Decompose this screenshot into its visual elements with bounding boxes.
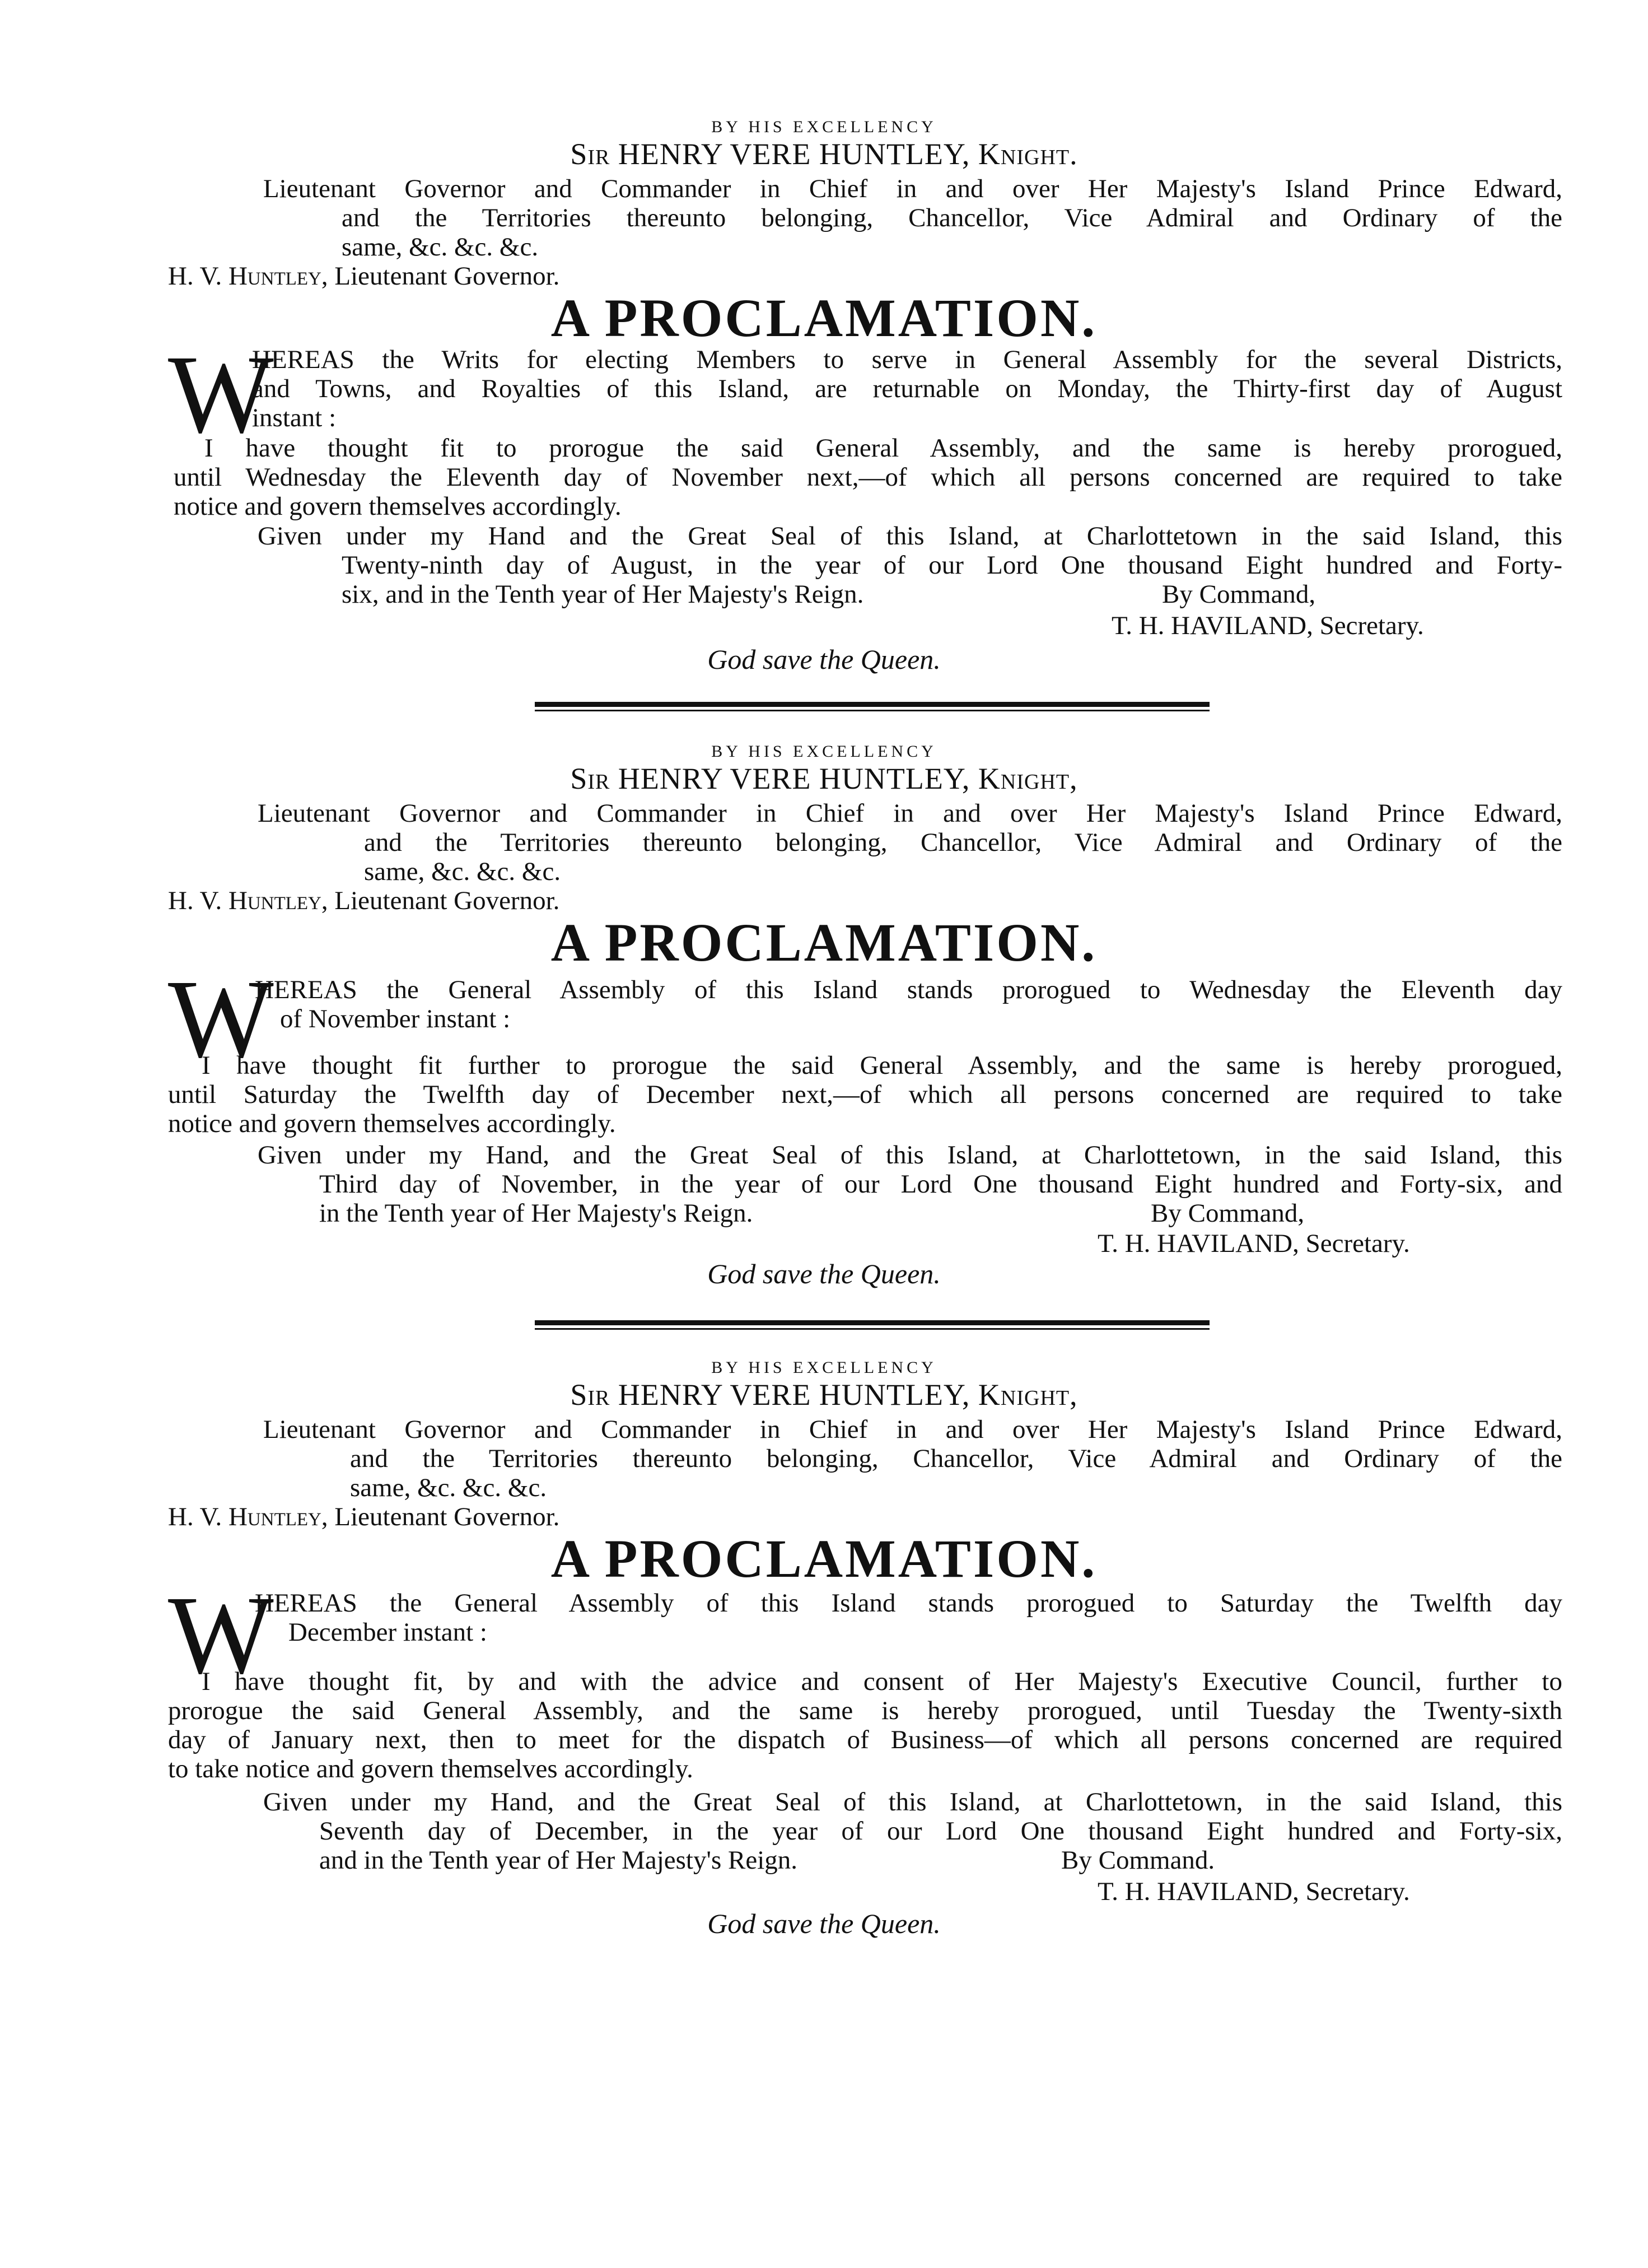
drop-cap: W xyxy=(168,957,274,1081)
by-command: By Command, xyxy=(1151,1199,1305,1228)
given-line: Given under my Hand, and the Great Seal of this Island, at Charlottetown, in the said Island, this xyxy=(263,1787,1562,1817)
god-save-the-queen: God save the Queen. xyxy=(707,1258,941,1289)
governor-initials: H. V. xyxy=(168,886,222,915)
knight-suffix: Knight, xyxy=(978,1378,1078,1412)
secretary-signature: T. H. HAVILAND, Secretary. xyxy=(1098,1229,1410,1258)
secretary-signature: T. H. HAVILAND, Secretary. xyxy=(1112,611,1424,640)
by-command: By Command. xyxy=(1061,1846,1215,1875)
governor-initials: H. V. xyxy=(168,1502,222,1531)
governor-title: Lieutenant Governor. xyxy=(334,886,560,915)
by-his-excellency: BY HIS EXCELLENCY xyxy=(711,1358,937,1377)
secretary-signature: T. H. HAVILAND, Secretary. xyxy=(1098,1877,1410,1906)
drop-cap: W xyxy=(168,1573,274,1697)
knight-prefix: Sir xyxy=(570,762,610,795)
title-line: Lieutenant Governor and Commander in Chief in and over Her Majesty's Island Prince Edward, xyxy=(263,1415,1562,1444)
title-line: same, &c. &c. &c. xyxy=(350,1473,547,1502)
governor-surname: Huntley, xyxy=(228,886,328,915)
knight-suffix: Knight, xyxy=(978,762,1078,795)
divider-thick-line xyxy=(535,702,1210,707)
divider-thin-line xyxy=(535,1328,1210,1330)
knight-suffix: Knight. xyxy=(978,137,1078,171)
prorogue-line: prorogue the said General Assembly, and the same is hereby prorogued, until Tuesday the Twenty-sixth xyxy=(168,1696,1562,1725)
title-line: and the Territories thereunto belonging, Chancellor, Vice Admiral and Ordinary of the xyxy=(350,1444,1562,1473)
knight-line xyxy=(0,761,1648,796)
prorogue-line: day of January next, then to meet for the dispatch of Business—of which all persons concerned are required xyxy=(168,1725,1562,1754)
knight-name: HENRY VERE HUNTLEY, xyxy=(618,137,970,171)
title-line: Lieutenant Governor and Commander in Chief in and over Her Majesty's Island Prince Edward, xyxy=(263,174,1562,203)
title-line: and the Territories thereunto belonging, Chancellor, Vice Admiral and Ordinary of the xyxy=(364,828,1562,857)
whereas-line: HEREAS the General Assembly of this Island stands prorogued to Saturday the Twelfth day xyxy=(255,1589,1562,1618)
governor-title: Lieutenant Governor. xyxy=(334,1502,560,1531)
knight-prefix: Sir xyxy=(570,137,610,171)
by-command: By Command, xyxy=(1162,580,1316,609)
prorogue-line: notice and govern themselves accordingly. xyxy=(174,492,622,521)
god-save-the-queen: God save the Queen. xyxy=(707,1908,941,1939)
given-line: Given under my Hand and the Great Seal of this Island, at Charlottetown in the said Island, this xyxy=(258,521,1562,551)
prorogue-line: I have thought fit further to prorogue the said General Assembly, and the same is hereby prorogued, xyxy=(202,1051,1562,1080)
governor-surname: Huntley, xyxy=(228,262,328,291)
given-line: in the Tenth year of Her Majesty's Reign. xyxy=(319,1199,753,1228)
whereas-line: and Towns, and Royalties of this Island, are returnable on Monday, the Thirty-first day of August xyxy=(252,374,1562,403)
given-line: six, and in the Tenth year of Her Majesty's Reign. xyxy=(342,580,864,609)
prorogue-line: I have thought fit, by and with the advice and consent of Her Majesty's Executive Council, further to xyxy=(202,1667,1562,1696)
prorogue-line: notice and govern themselves accordingly. xyxy=(168,1109,616,1138)
title-line: and the Territories thereunto belonging, Chancellor, Vice Admiral and Ordinary of the xyxy=(342,203,1562,232)
prorogue-line: until Saturday the Twelfth day of December next,—of which all persons concerned are required to take xyxy=(168,1080,1562,1109)
proclamation-heading: A PROCLAMATION. xyxy=(550,912,1098,972)
by-his-excellency: BY HIS EXCELLENCY xyxy=(711,742,937,761)
divider-thick-line xyxy=(535,1320,1210,1325)
divider-thin-line xyxy=(535,710,1210,711)
prorogue-line: I have thought fit to prorogue the said General Assembly, and the same is hereby prorogued, xyxy=(204,434,1562,463)
prorogue-line: until Wednesday the Eleventh day of November next,—of which all persons concerned are required to take xyxy=(174,463,1562,492)
knight-line xyxy=(0,137,1648,171)
knight-name: HENRY VERE HUNTLEY, xyxy=(618,1378,970,1412)
title-line: same, &c. &c. &c. xyxy=(342,232,539,262)
governor-initials: H. V. xyxy=(168,262,222,291)
prorogue-line: to take notice and govern themselves accordingly. xyxy=(168,1754,693,1783)
given-line: Third day of November, in the year of our Lord One thousand Eight hundred and Forty-six, and xyxy=(319,1170,1562,1199)
whereas-line: HEREAS the General Assembly of this Island stands prorogued to Wednesday the Eleventh day xyxy=(255,975,1562,1004)
given-line: and in the Tenth year of Her Majesty's Reign. xyxy=(319,1846,798,1875)
title-line: same, &c. &c. &c. xyxy=(364,857,561,886)
governor-surname: Huntley, xyxy=(228,1502,328,1531)
given-line: Twenty-ninth day of August, in the year of our Lord One thousand Eight hundred and Forty- xyxy=(342,551,1562,580)
god-save-the-queen: God save the Queen. xyxy=(707,644,941,675)
knight-prefix: Sir xyxy=(570,1378,610,1412)
governor-title: Lieutenant Governor. xyxy=(334,262,560,291)
whereas-line: instant : xyxy=(252,403,337,432)
by-his-excellency: BY HIS EXCELLENCY xyxy=(711,118,937,136)
whereas-line: HEREAS the Writs for electing Members to serve in General Assembly for the several Districts, xyxy=(252,345,1562,374)
drop-cap: W xyxy=(168,333,274,457)
proclamation-heading: A PROCLAMATION. xyxy=(550,1529,1098,1589)
whereas-line: of November instant : xyxy=(280,1004,511,1033)
knight-name: HENRY VERE HUNTLEY, xyxy=(618,762,970,795)
whereas-line: December instant : xyxy=(288,1618,487,1647)
given-line: Given under my Hand, and the Great Seal of this Island, at Charlottetown, in the said Island, this xyxy=(258,1140,1562,1170)
knight-line xyxy=(0,1377,1648,1412)
given-line: Seventh day of December, in the year of our Lord One thousand Eight hundred and Forty-six, xyxy=(319,1817,1562,1846)
proclamation-heading: A PROCLAMATION. xyxy=(550,288,1098,348)
title-line: Lieutenant Governor and Commander in Chief in and over Her Majesty's Island Prince Edward, xyxy=(258,799,1562,828)
